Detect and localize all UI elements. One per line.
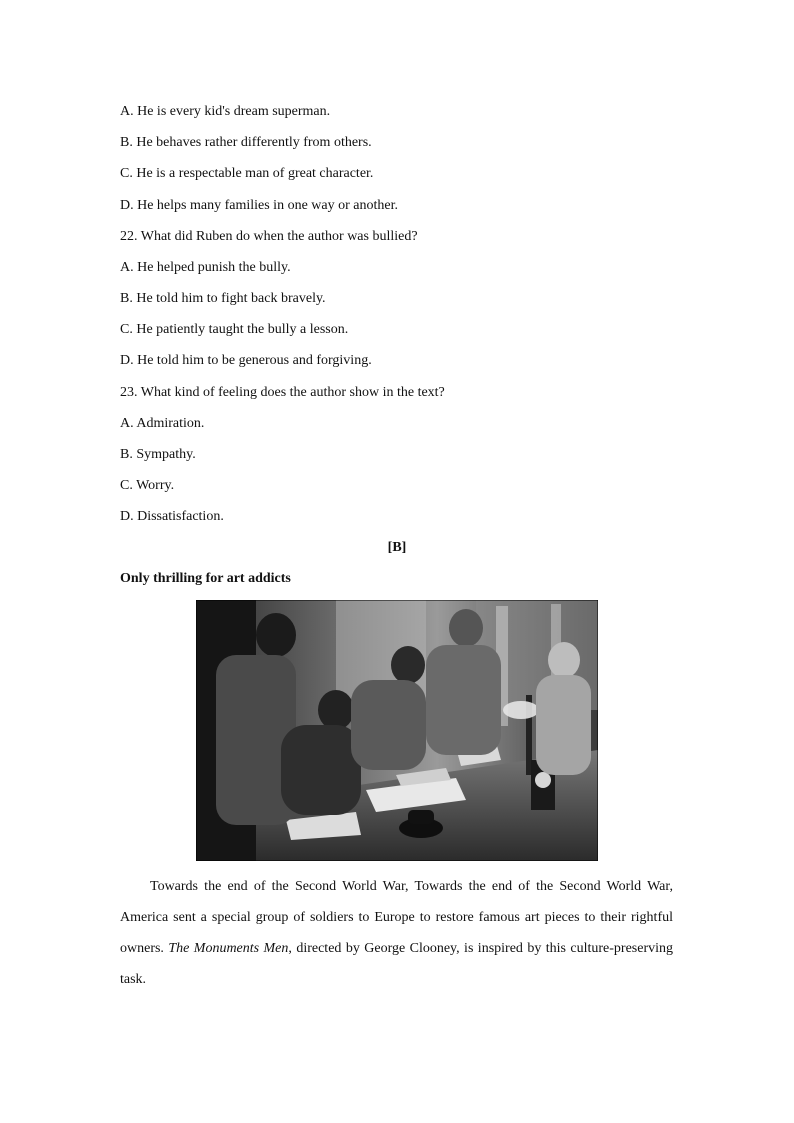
question-line: B. He behaves rather differently from others. [120,135,372,150]
question-line: C. Worry. [120,478,175,493]
article-text-part2: , directed by George Clooney, is inspired by this culture-preserving task. [120,941,674,987]
question-line: D. He told him to be generous and forgiving. [120,353,372,368]
film-still-photo [196,600,598,861]
question-line: C. He patiently taught the bully a lesson. [120,322,349,337]
article-title: Only thrilling for art addicts [120,571,291,586]
film-title: The Monuments Men [168,941,289,956]
article-text-part1: Towards the end of the Second World War, Towards the end of the Second World War, America sent a special group of soldiers to Europe to restore famous art pieces to their rightful owners. [120,879,673,956]
question-line: D. Dissatisfaction. [120,509,224,524]
question-line: B. Sympathy. [120,447,196,462]
film-still-image [196,600,598,861]
question-line: A. He helped punish the bully. [120,260,291,275]
question-line: C. He is a respectable man of great character. [120,166,374,181]
question-line: 23. What kind of feeling does the author show in the text? [120,385,445,400]
question-line: A. Admiration. [120,416,205,431]
section-label: [B] [387,540,407,555]
question-line: 22. What did Ruben do when the author was bullied? [120,229,418,244]
question-line: B. He told him to fight back bravely. [120,291,326,306]
article-paragraph [120,871,673,995]
question-line: A. He is every kid's dream superman. [120,104,331,119]
question-line: D. He helps many families in one way or another. [120,198,398,213]
